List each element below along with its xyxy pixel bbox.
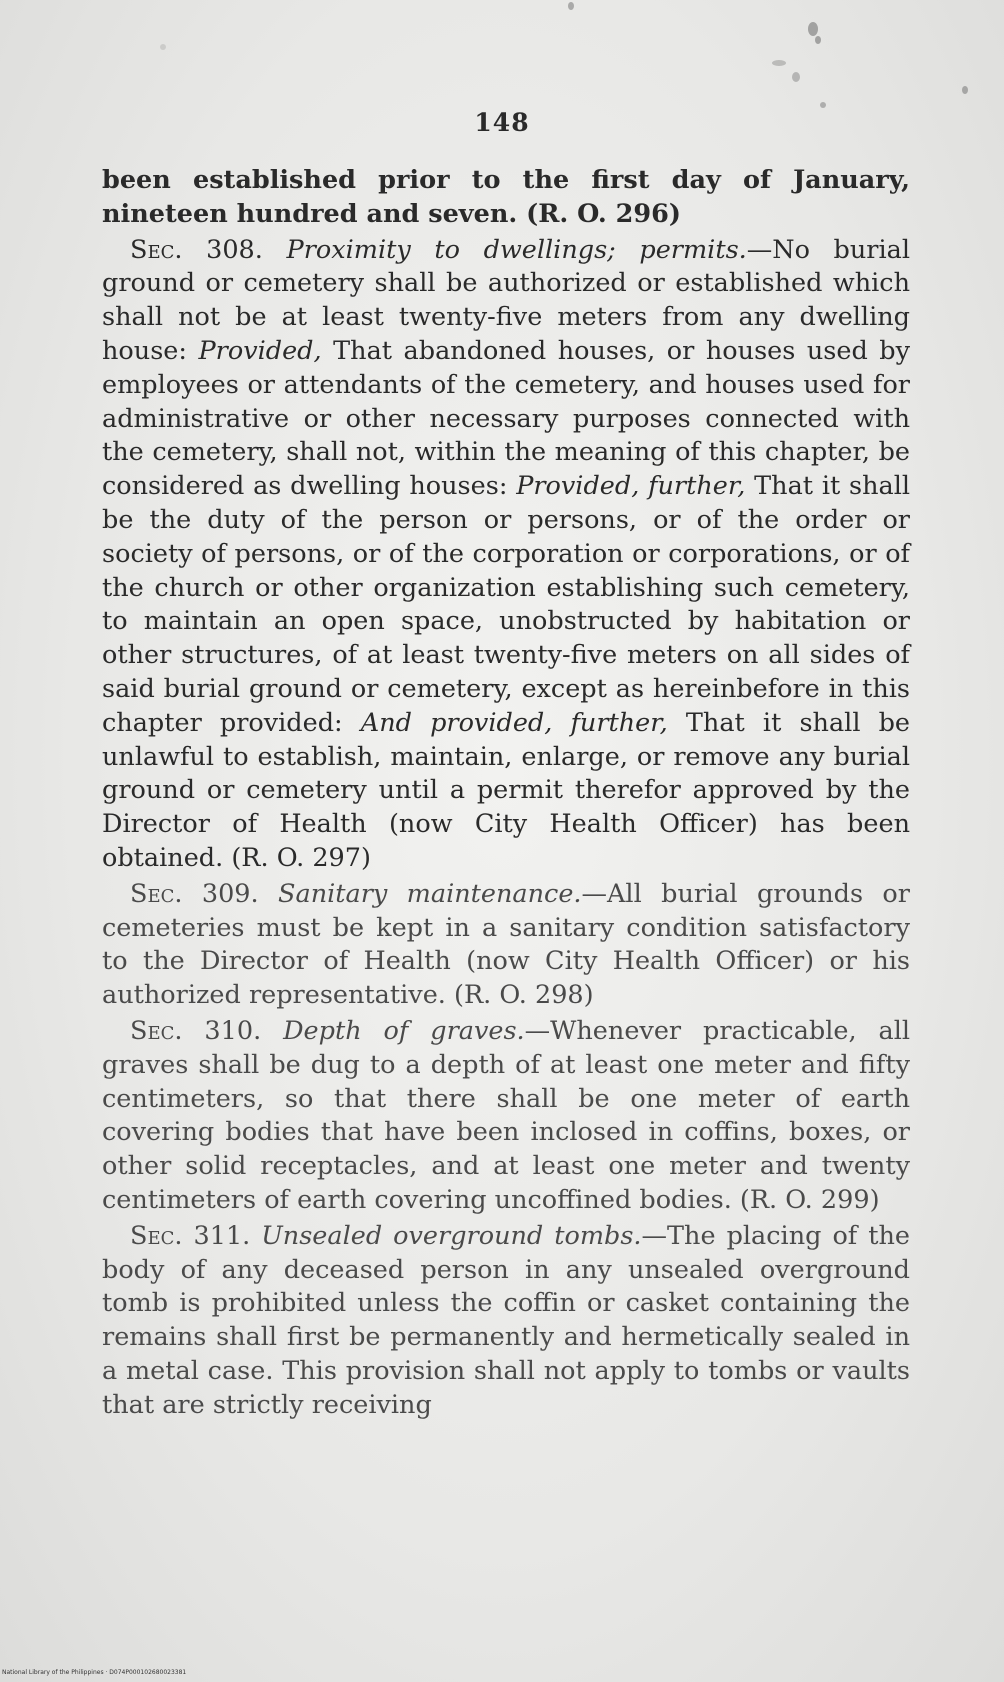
page-number: 148 (474, 108, 530, 137)
section-number: Sec. 311. (130, 1220, 251, 1251)
scan-speck (568, 2, 574, 10)
section-title: Proximity to dwellings; permits. (286, 234, 747, 265)
section-308 (102, 234, 910, 876)
section-text: That it shall be the duty of the person or persons, or of the order or society of persons, or of the corporation or corporations, or of the church or other organization establishing such cemetery, to maintain an open space, unobstructed by habitation or other structures, of at least twenty-five meters on all sides of said burial ground or cemetery, except as hereinbefore in this chapter provided: (102, 471, 911, 738)
scan-speck (815, 36, 821, 44)
scan-speck (772, 60, 786, 66)
section-text: —No burial ground or cemetery shall be authorized or established which shall not be at least twenty-five meters from any dwelling house: (102, 234, 911, 366)
paragraph-text: been established prior to the first day of January, nineteen hundred and seven. (R. O. 296) (102, 165, 910, 229)
section-number: Sec. 310. (130, 1015, 262, 1046)
section-title: Unsealed overground tombs. (261, 1220, 642, 1251)
section-number: Sec. 309. (130, 878, 259, 909)
scan-credit: National Library of the Philippines · D074P000102680023381 (2, 1669, 187, 1676)
scan-speck (962, 86, 968, 94)
section-310 (102, 1015, 910, 1218)
section-text: —All burial grounds or cemeteries must be kept in a sanitary condition satisfactory to the Director of Health (now City Health Officer) or his authorized representative. (R. O. 298) (102, 878, 910, 1011)
scan-speck (808, 22, 818, 36)
section-title: Sanitary maintenance. (278, 878, 582, 909)
section-text: That it shall be unlawful to establish, maintain, enlarge, or remove any burial ground or cemetery until a permit therefor approved by the Director of Health (now City Health Officer) has been obtained. (R. O. 297) (102, 707, 911, 873)
section-311 (102, 1220, 910, 1423)
scan-speck (792, 72, 800, 82)
proviso-label: Provided, (198, 335, 322, 366)
body-text (102, 164, 910, 1424)
scan-speck (160, 44, 166, 50)
section-title: Depth of graves. (283, 1015, 525, 1046)
proviso-label: And provided, further, (360, 707, 668, 738)
continued-paragraph (102, 164, 910, 232)
section-text: That abandoned houses, or houses used by employees or attendants of the cemetery, and houses used for administrative or other necessary purposes connected with the cemetery, shall not, within the meaning of this chapter, be considered as dwelling houses: (102, 335, 911, 502)
proviso-label: Provided, further, (516, 471, 746, 502)
section-309 (102, 878, 910, 1013)
section-text: —Whenever practicable, all graves shall be dug to a depth of at least one meter and fifty centimeters, so that there shall be one meter of earth covering bodies that have been inclosed in coffins, boxes, or other solid receptacles, and at least one meter and twenty centimeters of earth covering uncoffined bodies. (R. O. 299) (102, 1015, 911, 1215)
section-text: —The placing of the body of any deceased person in any unsealed overground tomb is prohibited unless the coffin or casket containing the remains shall first be permanently and hermetically sealed in a metal case. This provision shall not apply to tombs or vaults that are strictly receiving (102, 1220, 911, 1420)
section-number: Sec. 308. (130, 234, 263, 265)
